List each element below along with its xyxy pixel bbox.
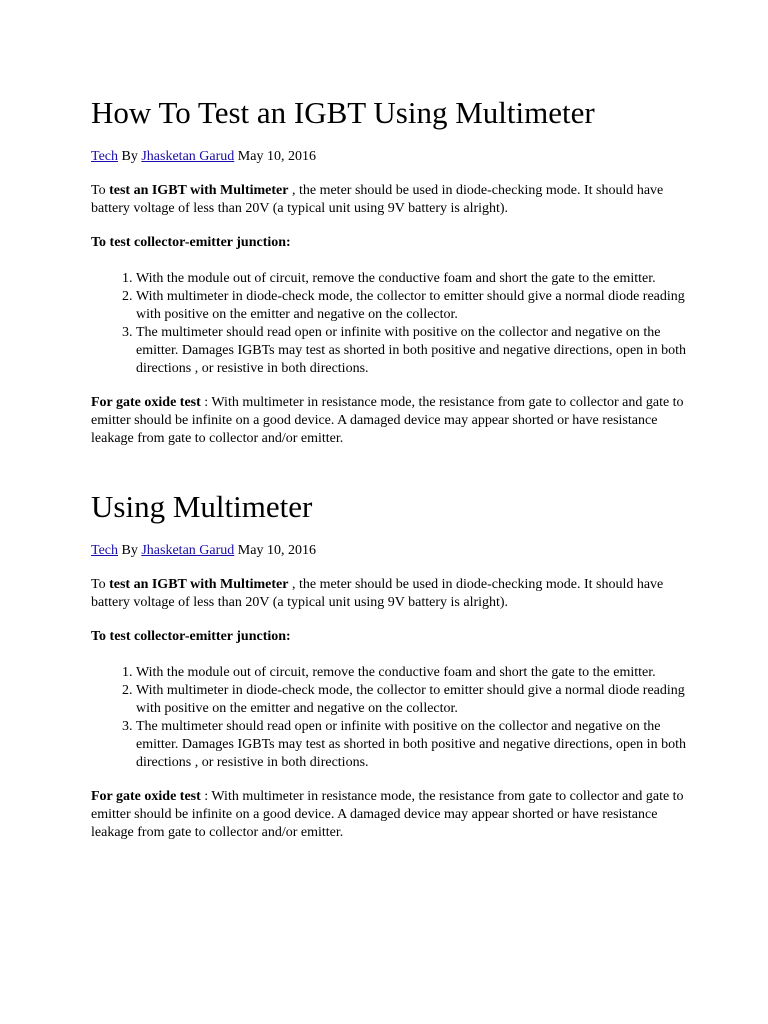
article-section-1: [91, 95, 691, 448]
byline-by: By: [121, 149, 138, 164]
gate-oxide-paragraph: [91, 788, 691, 842]
byline-by: By: [121, 543, 138, 558]
author-link[interactable]: Jhasketan Garud: [141, 543, 235, 558]
gate-oxide-label: For gate oxide test: [91, 789, 201, 804]
intro-paragraph: [91, 576, 691, 612]
intro-post: , the meter should be used in diode-checking mode. It should have battery voltage of less than 20V (a typical unit using 9V battery is alright).: [91, 577, 664, 610]
article-title: Using Multimeter: [91, 489, 313, 524]
list-item: 1. With the module out of circuit, remove the conductive foam and short the gate to the emitter.: [136, 270, 691, 288]
list-item: 3. The multimeter should read open or infinite with positive on the collector and negative on the emitter. Damages IGBTs may test as shorted in both positive and negative directions, open in both directions , or resistive in both directions.: [136, 718, 691, 772]
article-section-2: [91, 489, 691, 842]
intro-bold: test an IGBT with Multimeter: [109, 577, 289, 592]
article-title: How To Test an IGBT Using Multimeter: [91, 95, 595, 130]
section-subheading: To test collector-emitter junction:: [91, 629, 291, 644]
article-meta: [91, 148, 691, 166]
steps-list: [91, 664, 691, 772]
section-subheading: To test collector-emitter junction:: [91, 235, 291, 250]
intro-paragraph: [91, 182, 691, 218]
intro-bold: test an IGBT with Multimeter: [109, 183, 289, 198]
author-link[interactable]: Jhasketan Garud: [141, 149, 235, 164]
category-link[interactable]: Tech: [91, 543, 119, 558]
intro-pre: To: [91, 183, 106, 198]
article-meta: [91, 542, 691, 560]
steps-list: [91, 270, 691, 378]
gate-oxide-paragraph: [91, 394, 691, 448]
publish-date: May 10, 2016: [237, 543, 316, 558]
list-item: 3. The multimeter should read open or infinite with positive on the collector and negative on the emitter. Damages IGBTs may test as shorted in both positive and negative directions, open in both directions , or resistive in both directions.: [136, 324, 691, 378]
list-item: 2. With multimeter in diode-check mode, the collector to emitter should give a normal diode reading with positive on the emitter and negative on the collector.: [136, 682, 691, 718]
publish-date: May 10, 2016: [237, 149, 316, 164]
gate-oxide-text: : With multimeter in resistance mode, the resistance from gate to collector and gate to emitter should be infinite on a good device. A damaged device may appear shorted or have resistance leakage from gate to collector and/or emitter.: [91, 789, 684, 840]
intro-pre: To: [91, 577, 106, 592]
intro-post: , the meter should be used in diode-checking mode. It should have battery voltage of less than 20V (a typical unit using 9V battery is alright).: [91, 183, 664, 216]
list-item: 1. With the module out of circuit, remove the conductive foam and short the gate to the emitter.: [136, 664, 691, 682]
gate-oxide-label: For gate oxide test: [91, 395, 201, 410]
gate-oxide-text: : With multimeter in resistance mode, the resistance from gate to collector and gate to emitter should be infinite on a good device. A damaged device may appear shorted or have resistance leakage from gate to collector and/or emitter.: [91, 395, 684, 446]
list-item: 2. With multimeter in diode-check mode, the collector to emitter should give a normal diode reading with positive on the emitter and negative on the collector.: [136, 288, 691, 324]
category-link[interactable]: Tech: [91, 149, 119, 164]
